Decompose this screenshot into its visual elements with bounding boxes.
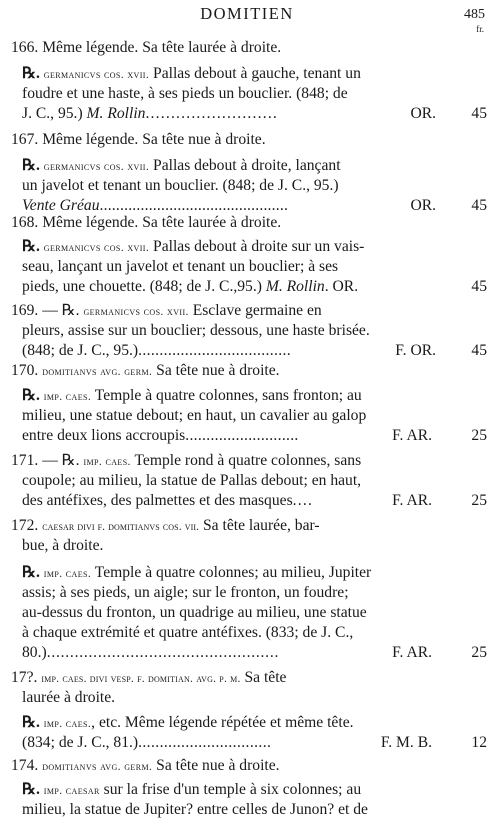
price-value: 45 xyxy=(471,197,487,214)
description-text: Sa tête xyxy=(240,669,287,686)
entry-174-number: 174. xyxy=(11,757,43,774)
entry-168-heading: 168. Même légende. Sa tête laurée à droite. xyxy=(11,214,282,231)
price-value: 25 xyxy=(471,492,487,509)
leader-dots: .................................................. xyxy=(46,644,280,661)
description-text: milieu, la statue de Jupiter? entre celles de Junon? et de xyxy=(22,801,368,818)
reverse-symbol: ℞. xyxy=(22,387,44,404)
text-line xyxy=(0,321,494,341)
description-text: coupole; au milieu, la statue de Pallas debout; en haut, xyxy=(22,472,362,489)
reverse-symbol: ℞. xyxy=(22,157,44,174)
collection-name: M. Rollin xyxy=(86,105,146,122)
reverse-symbol: ℞. xyxy=(22,238,44,255)
price-value: 25 xyxy=(471,427,487,444)
leader-dots: .............................................. xyxy=(99,197,289,214)
description-text: assis; à ses pieds, un aigle; sur le fronton, un foudre; xyxy=(22,584,349,601)
entry-170-number: 170. xyxy=(11,362,43,379)
text-line xyxy=(0,733,494,753)
coin-legend: domitianvs avg. germ. xyxy=(42,365,153,378)
description-text: foudre et une haste, à ses pieds un bouclier. (848; de xyxy=(22,85,348,102)
description-text: Pallas debout à droite, lançant xyxy=(149,157,341,174)
leader-dots: ............................... xyxy=(138,734,272,751)
coin-legend: imp. caes. xyxy=(43,567,92,580)
price-value: 25 xyxy=(471,644,487,661)
leader-dots: .................................... xyxy=(138,342,292,359)
text-line xyxy=(0,156,494,176)
description-text: milieu, une statue debout; en haut, un cavalier au galop xyxy=(22,407,367,424)
text-line xyxy=(0,471,494,491)
reverse-symbol: ℞. xyxy=(22,65,44,82)
description-text: un javelot et tenant un bouclier. (848; de J. C., 95.) xyxy=(22,177,339,194)
entry-172-number: 172. xyxy=(11,517,43,534)
leader-dots: .... xyxy=(292,492,314,509)
description-text: entre deux lions accroupis xyxy=(22,427,186,444)
text-line xyxy=(0,64,494,84)
text-line xyxy=(0,780,494,800)
metal-code: OR. xyxy=(410,197,436,214)
coin-legend: germanicvs cos. xvii. xyxy=(43,241,150,254)
description-text: sur la frise d'un temple à six colonnes; au xyxy=(99,781,362,798)
coin-legend: germanicvs cos. xvii. xyxy=(43,160,150,173)
text-line xyxy=(0,603,494,623)
text-line xyxy=(0,341,494,361)
description-text: Temple à quatre colonnes; au milieu, Jupiter xyxy=(91,564,372,581)
description-text: , etc. Même légende répétée et même tête. xyxy=(91,714,354,731)
reverse-symbol: ℞. xyxy=(22,714,44,731)
text-line xyxy=(0,800,494,820)
metal-code: F. OR. xyxy=(395,342,436,359)
description-text: à chaque extrémité et quatre antéfixes. (833; de J. C., xyxy=(22,624,354,641)
coin-legend: imp. caes. xyxy=(43,717,92,730)
text-line xyxy=(0,756,494,776)
text-line xyxy=(0,237,494,257)
coin-legend: domitianvs avg. germ. xyxy=(42,760,153,773)
text-line xyxy=(0,176,494,196)
text-line xyxy=(0,301,494,321)
price-value: 45 xyxy=(471,342,487,359)
entry-173-number: 17?. xyxy=(11,669,42,686)
price-value: 45 xyxy=(471,105,487,122)
description-text: Sa tête nue à droite. xyxy=(152,362,280,379)
leader-dots: .......................... xyxy=(145,105,279,122)
coin-legend: imp. caes. divi vesp. f. domitian. avg. p. m. xyxy=(41,672,241,685)
description-text: Pallas debout à droite sur un vais- xyxy=(149,238,365,255)
description-text: Temple à quatre colonnes, sans fronton; au xyxy=(91,387,362,404)
description-text: pleurs, assise sur un bouclier; dessous, une haste brisée. xyxy=(22,322,370,339)
description-text: seau, lançant un javelot et tenant un bouclier; à ses xyxy=(22,258,339,275)
metal-code: F. AR. xyxy=(392,644,432,661)
description-text: (834; de J. C., 81.) xyxy=(22,734,139,751)
collection-name: M. Rollin xyxy=(265,278,325,295)
running-title: DOMITIEN xyxy=(200,4,294,23)
entry-169-number: 169. — ℞. xyxy=(11,302,84,319)
collection-name: Vente Gréau xyxy=(22,197,100,214)
text-line xyxy=(0,277,494,297)
text-line xyxy=(0,426,494,446)
coin-legend: germanicvs cos. xvii. xyxy=(83,305,189,318)
metal-code: OR. xyxy=(410,105,436,122)
description-text: Esclave germaine en xyxy=(188,302,322,319)
description-text: pieds, une chouette. (848; de J. C.,95.) xyxy=(22,278,266,295)
text-line xyxy=(0,104,494,124)
price-value: 12 xyxy=(471,734,487,751)
text-line xyxy=(0,536,494,556)
text-line xyxy=(0,491,494,511)
coin-legend: imp. caes. xyxy=(43,390,92,403)
description-text: laurée à droite. xyxy=(22,689,116,706)
metal-code: . OR. xyxy=(324,278,359,295)
description-text: des antéfixes, des palmettes et des masques xyxy=(22,492,293,509)
text-line xyxy=(0,516,494,536)
description-text: au-dessus du fronton, un quadrige au milieu, une statue xyxy=(22,604,367,621)
description-text: J. C., 95.) xyxy=(22,105,87,122)
entry-166-heading: 166. Même légende. Sa tête laurée à droite. xyxy=(11,39,282,56)
text-line xyxy=(0,623,494,643)
reverse-symbol: ℞. xyxy=(22,564,44,581)
description-text: Temple rond à quatre colonnes, sans xyxy=(130,452,362,469)
coin-legend: imp. caes. xyxy=(83,455,131,468)
text-line xyxy=(0,361,494,381)
description-text: Pallas debout à gauche, tenant un xyxy=(149,65,361,82)
metal-code: F. M. B. xyxy=(380,734,432,751)
entry-167-heading: 167. Même légende. Sa tête nue à droite. xyxy=(11,131,266,148)
description-text: (848; de J. C., 95.) xyxy=(22,342,139,359)
text-line xyxy=(0,406,494,426)
text-line xyxy=(0,643,494,663)
metal-code: F. AR. xyxy=(392,427,432,444)
text-line xyxy=(0,688,494,708)
price-value: 45 xyxy=(471,278,487,295)
currency-label: fr. xyxy=(476,24,484,34)
metal-code: F. AR. xyxy=(392,492,432,509)
description-text: bue, à droite. xyxy=(22,537,104,554)
page-number: 485 xyxy=(464,7,485,22)
leader-dots: ........................... xyxy=(185,427,299,444)
coin-legend: imp. caesar xyxy=(43,784,100,797)
coin-legend: germanicvs cos. xvii. xyxy=(43,68,150,81)
description-text: 80.) xyxy=(22,644,47,661)
description-text: Sa tête laurée, bar- xyxy=(199,517,320,534)
text-line xyxy=(0,563,494,583)
text-line xyxy=(0,257,494,277)
description-text: Sa tête nue à droite. xyxy=(152,757,280,774)
entry-171-number: 171. — ℞. xyxy=(11,452,84,469)
text-line xyxy=(0,668,494,688)
coin-legend: caesar divi f. domitianvs cos. vii. xyxy=(42,520,200,533)
text-line xyxy=(0,130,494,150)
text-line xyxy=(0,84,494,104)
text-line xyxy=(0,451,494,471)
reverse-symbol: ℞. xyxy=(22,781,44,798)
text-line xyxy=(0,386,494,406)
text-line xyxy=(0,38,494,58)
text-line xyxy=(0,583,494,603)
text-line xyxy=(0,713,494,733)
text-line xyxy=(0,213,494,233)
